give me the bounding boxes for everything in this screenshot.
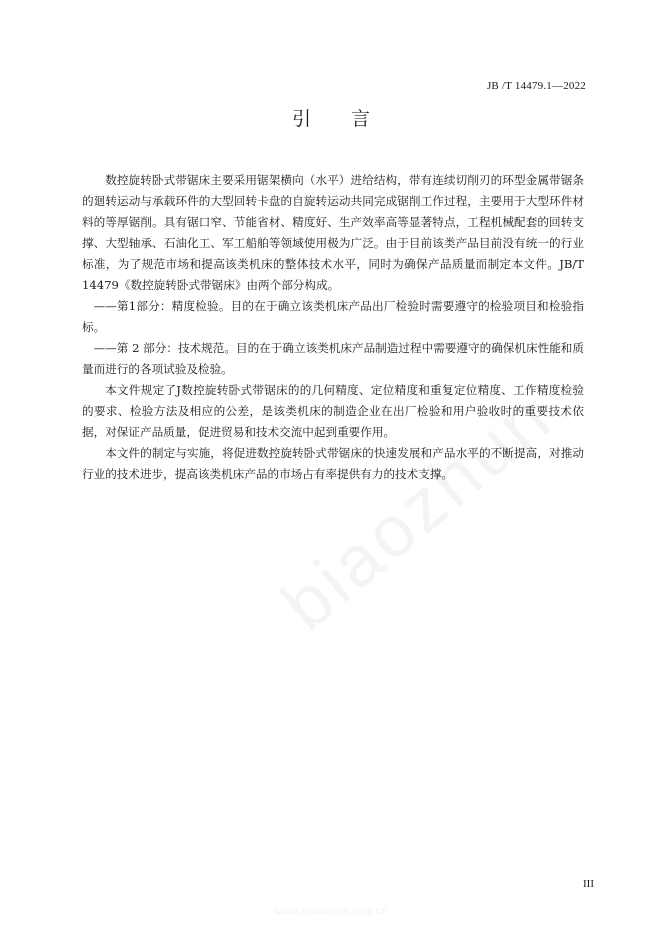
paragraph-part-2: ——第 2 部分：技术规范。目的在于确立该类机床产品制造过程中需要遵守的确保机床性能和质量而进行的各项试验及检验。	[82, 341, 584, 376]
page-number: III	[583, 878, 594, 890]
page-title	[0, 104, 662, 131]
title-text: 引言	[291, 108, 410, 130]
paragraph-overview: 数控旋转卧式带锯床主要采用锯架横向（水平）进给结构，带有连续切削刃的环型金属带锯条的廻转运动与承载环件的大型回转卡盘的自旋转运动共同完成锯削工作过程，主要用于大型环件材料的等厚锯削。具有锯口窄、节能省材、精度好、生产效率高等显著特点，工程机械配套的回转支撑、大型轴承、石油化工、军工船舶等领域使用极为广泛。由于目前该类产品目前没有统一的行业标准，为了规范市场和提高该类机床的整体技术水平，同时为确保产品质量而制定本文件。JB/T 14479《数控旋转卧式带锯床》由两个部分构成。	[82, 173, 584, 292]
footer-watermark: www.biaozhun.org.cn	[273, 906, 389, 917]
paragraph-scope: 本文件规定了J数控旋转卧式带锯床的的几何精度、定位精度和重复定位精度、工作精度检验的要求、检验方法及相应的公差，是该类机床的制造企业在出厂检验和用户验收时的重要技术依据，对保证产品质量，促进贸易和技术交流中起到重要作用。	[82, 383, 584, 439]
introduction-body	[82, 170, 584, 485]
paragraph-part-1: ——第1部分：精度检验。目的在于确立该类机床产品出厂检验时需要遵守的检验项目和检验指标。	[82, 299, 584, 334]
document-number: JB /T 14479.1—2022	[486, 80, 586, 92]
paragraph-purpose: 本文件的制定与实施，将促进数控旋转卧式带锯床的快速发展和产品水平的不断提高，对推动行业的技术进步，提高该类机床产品的市场占有率提供有力的技术支撑。	[82, 446, 584, 481]
